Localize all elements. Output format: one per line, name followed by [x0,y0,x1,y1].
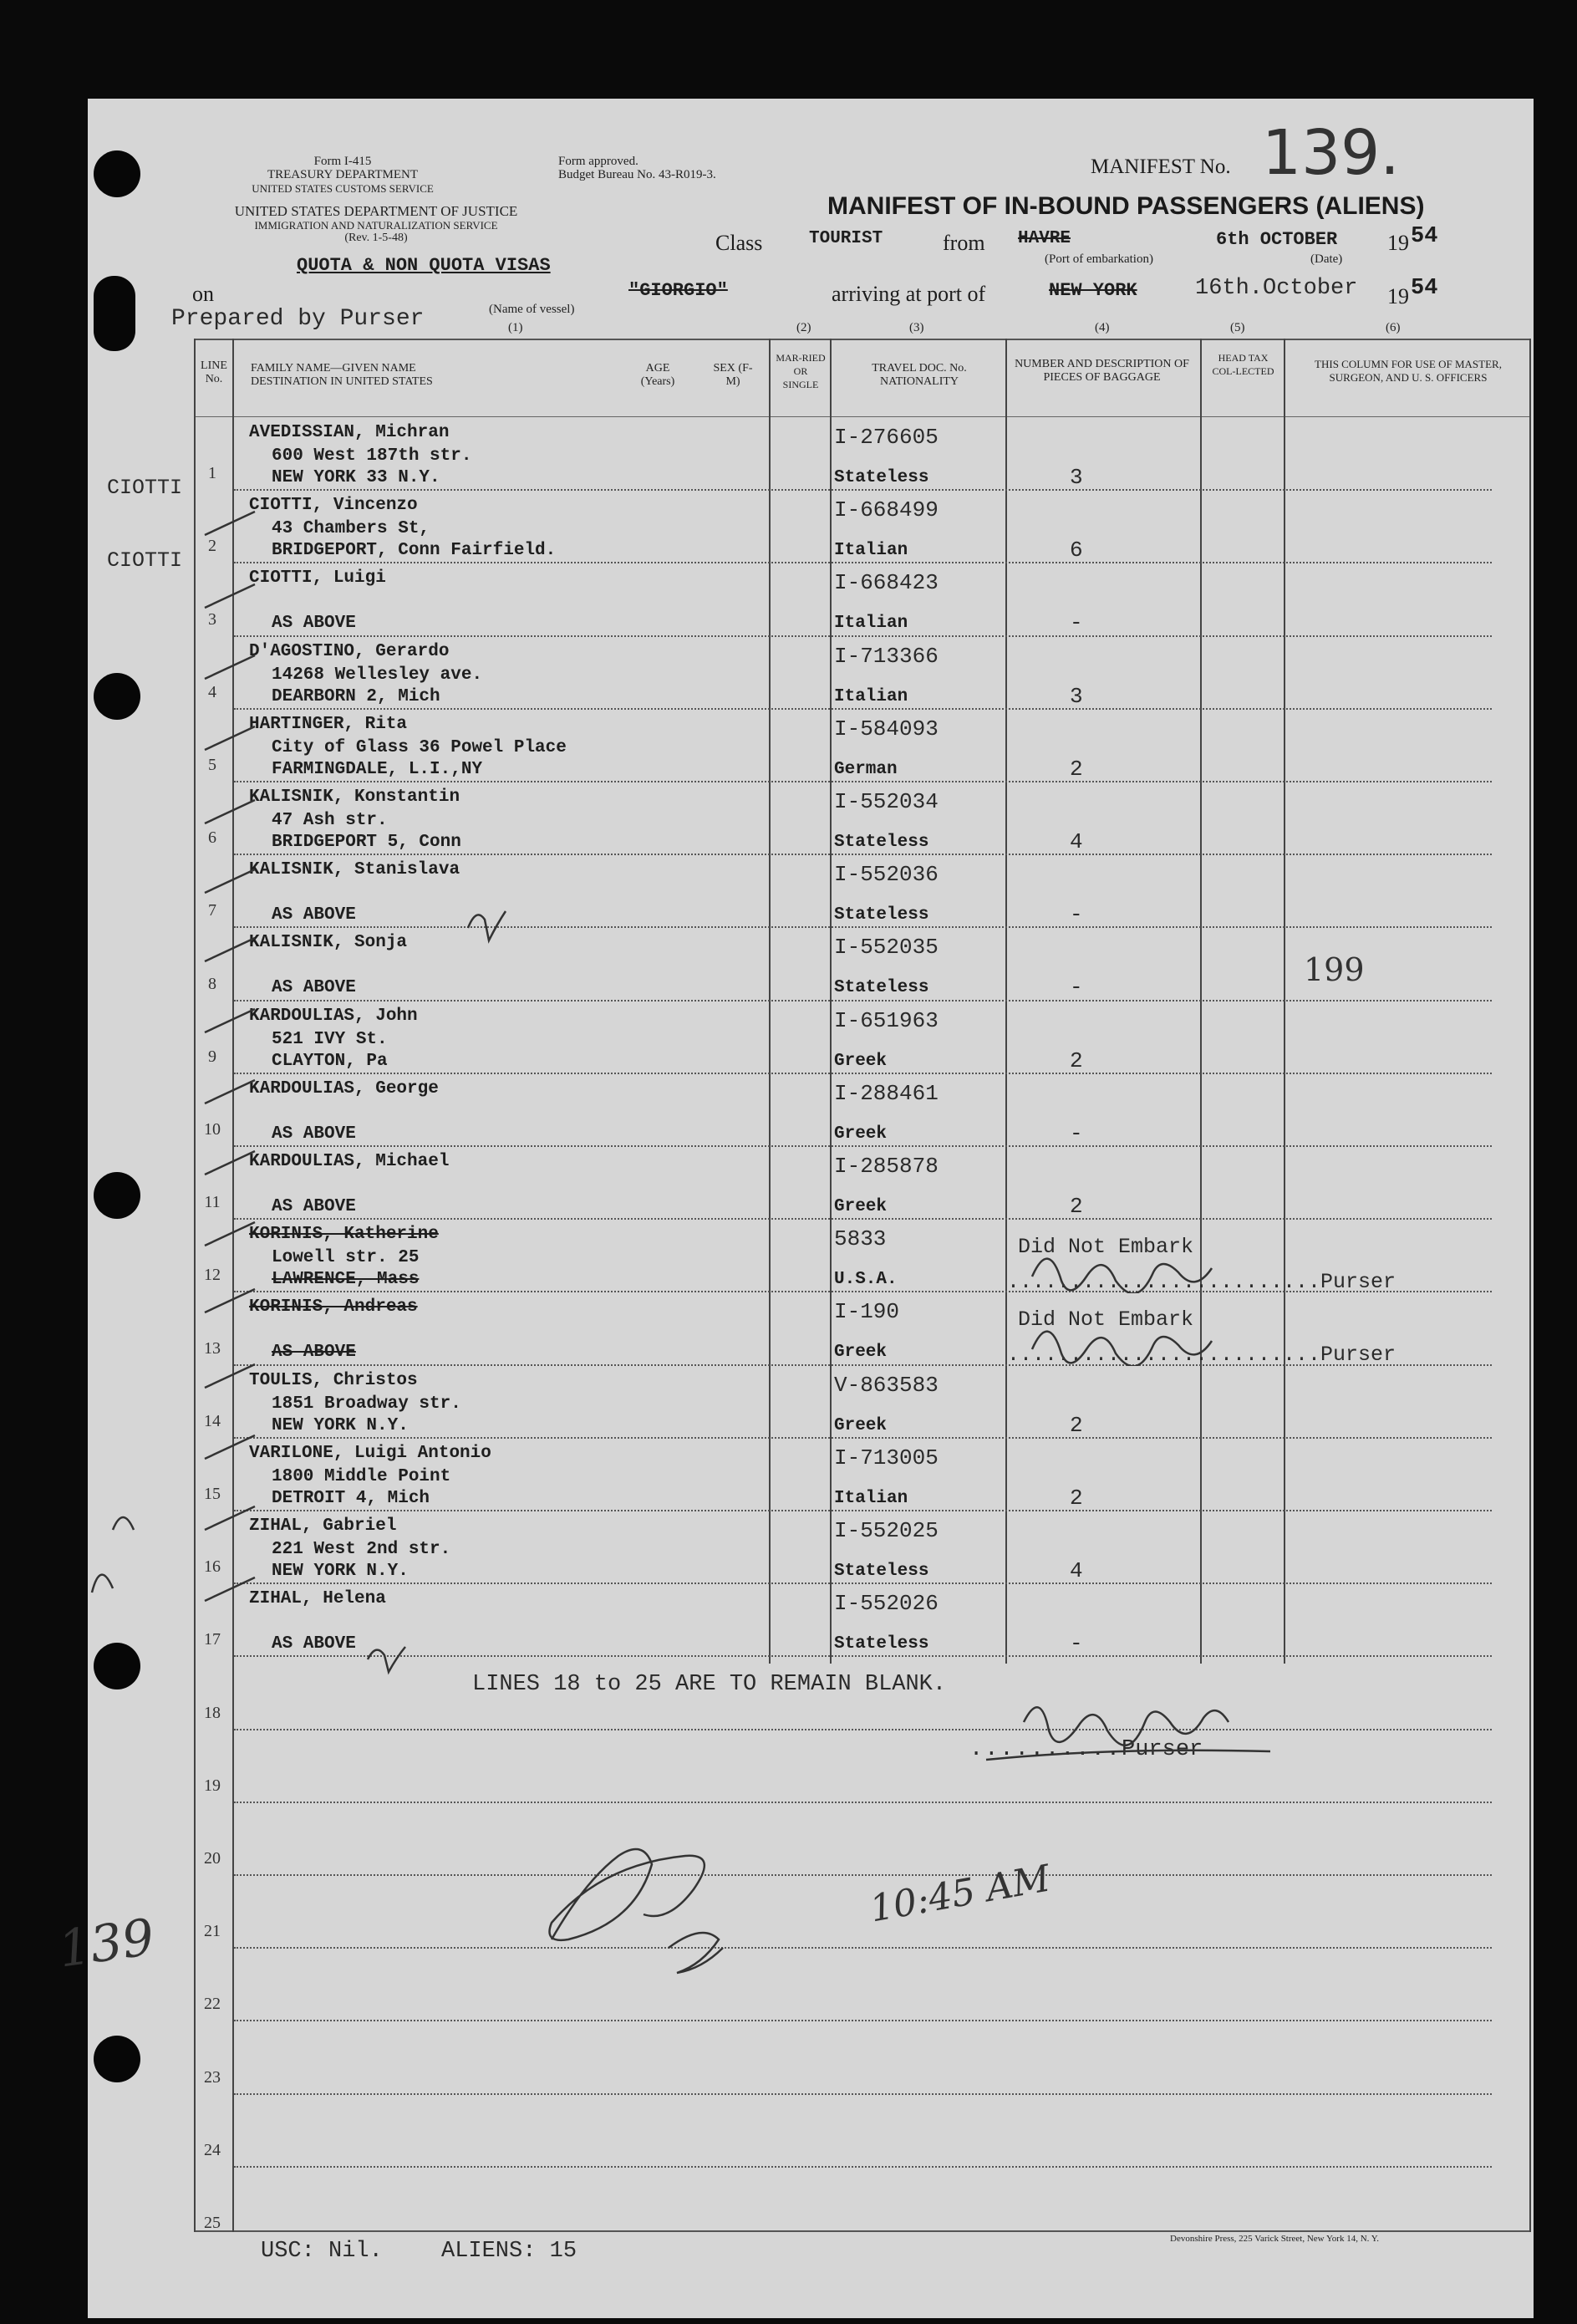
purser-label: Purser [1320,1343,1396,1367]
line-number: 19 [204,1776,221,1795]
travel-doc-number: I-713005 [834,1445,939,1470]
passenger-destination: AS ABOVE [272,1343,356,1362]
passenger-address: 43 Chambers St, [272,519,430,538]
col-num-1: (1) [508,321,523,334]
line-number: 9 [208,1047,216,1066]
from-label: from [943,231,985,255]
travel-doc-number: I-285878 [834,1154,939,1179]
baggage-count: 3 [1070,465,1083,490]
line-number: 24 [204,2141,221,2159]
passenger-name: ZIHAL, Gabriel [249,1516,397,1536]
passenger-address: City of Glass 36 Powel Place [272,738,567,757]
baggage-count: 2 [1070,1194,1083,1219]
col-header-name: FAMILY NAME—GIVEN NAME DESTINATION IN UNITED STATES [251,362,433,388]
port-arrival: NEW YORK [1049,280,1137,301]
passenger-address: 1800 Middle Point [272,1467,451,1486]
vessel-caption: (Name of vessel) [489,303,575,316]
embark-date: 6th OCTOBER [1216,229,1338,250]
nationality: Stateless [834,978,929,997]
nationality: Stateless [834,833,929,852]
passenger-name: KALISNIK, Konstantin [249,787,460,807]
passenger-name: TOULIS, Christos [249,1371,418,1390]
baggage-count: 4 [1070,829,1083,854]
nationality: Stateless [834,468,929,487]
col-num-3: (3) [909,321,924,334]
usc-total: USC: Nil. [261,2239,383,2264]
travel-doc-number: I-552026 [834,1591,939,1616]
passenger-name: CIOTTI, Vincenzo [249,496,418,515]
customs-label: UNITED STATES CUSTOMS SERVICE [252,182,434,195]
visa-title: QUOTA & NON QUOTA VISAS [297,255,551,276]
passenger-destination: AS ABOVE [272,1124,356,1144]
date-caption: (Date) [1310,252,1343,266]
col-header-married: MAR-RIED OR SINGLE [776,352,826,390]
baggage-count: - [1070,610,1083,635]
line-number: 21 [204,1922,221,1940]
travel-doc-number: I-276605 [834,425,939,450]
passenger-address: 521 IVY St. [272,1030,388,1049]
baggage-count: - [1070,1631,1083,1656]
nationality: Stateless [834,1562,929,1581]
passenger-destination: NEW YORK N.Y. [272,1416,409,1435]
line-number: 22 [204,1995,221,2013]
travel-doc-number: I-668499 [834,497,939,522]
col-header-doc: TRAVEL DOC. No. NATIONALITY [872,362,967,388]
line-number: 25 [204,2214,221,2232]
baggage-count: 2 [1070,1048,1083,1073]
baggage-note: Did Not Embark [1018,1235,1194,1259]
class-value: TOURIST [809,229,883,248]
line-number: 1 [208,464,216,482]
margin-correction: CIOTTI [107,476,183,500]
line-number: 8 [208,975,216,993]
nationality: Italian [834,687,908,706]
passenger-destination: BRIDGEPORT 5, Conn [272,833,461,852]
signature-dotted-line: ......................... [1007,1343,1321,1367]
aliens-total: ALIENS: 15 [441,2239,577,2264]
final-purser-label: Purser [1122,1737,1203,1762]
passenger-destination: AS ABOVE [272,1634,356,1654]
line-number: 23 [204,2068,221,2087]
travel-doc-number: I-552035 [834,935,939,960]
arrival-year: 54 [1411,276,1438,301]
baggage-count: - [1070,975,1083,1000]
final-purser-line: ..........Purser [969,1737,1203,1762]
nationality: Stateless [834,1634,929,1654]
baggage-count: 2 [1070,1486,1083,1511]
nationality: Greek [834,1197,888,1216]
budget-bureau: Budget Bureau No. 43-R019-3. [558,168,716,181]
line-number: 20 [204,1849,221,1868]
baggage-count: 6 [1070,538,1083,563]
nationality: Stateless [834,905,929,925]
passenger-address: Lowell str. 25 [272,1248,420,1267]
passenger-destination: DEARBORN 2, Mich [272,687,440,706]
baggage-count: 3 [1070,684,1083,709]
year-prefix-2: 19 [1387,284,1409,308]
ins-label: IMMIGRATION AND NATURALIZATION SERVICE [254,219,498,232]
line-number: 16 [204,1557,221,1576]
line-number: 5 [208,756,216,774]
officer-note: 199 [1304,951,1365,988]
nationality: Greek [834,1343,888,1362]
passenger-name: HARTINGER, Rita [249,715,408,734]
passenger-destination: AS ABOVE [272,614,356,633]
manifest-title: MANIFEST OF IN-BOUND PASSENGERS (ALIENS) [827,192,1425,220]
purser-signature-final [1024,1707,1229,1746]
nationality: Italian [834,541,908,560]
nationality: Greek [834,1124,888,1144]
travel-doc-number: I-713366 [834,644,939,669]
baggage-count: - [1070,1121,1083,1146]
inspector-signature [550,1849,705,1940]
line-number: 15 [204,1485,221,1503]
col-num-2: (2) [796,321,811,334]
vessel-name: "GIORGIO" [628,280,728,301]
passenger-name: VARILONE, Luigi Antonio [249,1444,491,1463]
travel-doc-number: I-584093 [834,716,939,742]
col-header-tax: HEAD TAX COL-LECTED [1212,352,1274,377]
passenger-name: ZIHAL, Helena [249,1589,386,1608]
travel-doc-number: I-668423 [834,570,939,595]
stamp-time: 10:45 AM [867,1857,1054,1931]
passenger-name: AVEDISSIAN, Michran [249,423,450,442]
margin-correction: CIOTTI [107,548,183,573]
passenger-address: 1851 Broadway str. [272,1394,461,1414]
form-approved: Form approved. [558,155,638,168]
col-header-age: AGE (Years) [640,362,675,388]
blank-lines-note: LINES 18 to 25 ARE TO REMAIN BLANK. [472,1672,947,1697]
passenger-name: KARDOULIAS, George [249,1079,439,1098]
baggage-note: Did Not Embark [1018,1307,1194,1332]
line-number: 2 [208,537,216,555]
prepared-by: Prepared by Purser [171,306,425,332]
year-prefix-1: 19 [1387,231,1409,255]
col-header-line: LINE No. [201,359,227,385]
line-number: 4 [208,683,216,701]
travel-doc-number: I-190 [834,1299,900,1324]
passenger-destination: NEW YORK 33 N.Y. [272,468,440,487]
baggage-count: - [1070,902,1083,927]
line-number: 10 [204,1120,221,1139]
class-label: Class [715,231,763,255]
travel-doc-number: I-552036 [834,862,939,887]
passenger-address: 14268 Wellesley ave. [272,665,483,685]
passenger-destination: NEW YORK N.Y. [272,1562,409,1581]
form-id: Form I-415 [313,155,372,168]
col-num-6: (6) [1386,321,1401,334]
arriving-label: arriving at port of [832,282,986,306]
passenger-destination: BRIDGEPORT, Conn Fairfield. [272,541,557,560]
embark-year: 54 [1411,224,1438,249]
passenger-destination: FARMINGDALE, L.I.,NY [272,760,483,779]
passenger-destination: AS ABOVE [272,978,356,997]
rev-label: (Rev. 1-5-48) [344,232,408,244]
travel-doc-number: V-863583 [834,1373,939,1398]
purser-label: Purser [1320,1270,1396,1294]
line-number: 13 [204,1339,221,1358]
justice-label: UNITED STATES DEPARTMENT OF JUSTICE [234,203,518,219]
col-num-4: (4) [1095,321,1110,334]
line-number: 12 [204,1266,221,1284]
passenger-name: KARDOULIAS, Michael [249,1152,450,1171]
treasury-label: TREASURY DEPARTMENT [267,168,419,181]
on-label: on [192,282,214,306]
passenger-destination: LAWRENCE, Mass [272,1270,420,1289]
from-value: HAVRE [1018,229,1071,248]
passenger-name: KALISNIK, Stanislava [249,860,460,879]
col-num-5: (5) [1230,321,1245,334]
travel-doc-number: 5833 [834,1226,887,1251]
nationality: Italian [834,614,908,633]
passenger-address: 600 West 187th str. [272,446,472,466]
line-number: 7 [208,901,216,920]
nationality: U.S.A. [834,1270,898,1289]
margin-number: 139 [54,1908,158,1980]
baggage-count: 4 [1070,1558,1083,1583]
passenger-destination: AS ABOVE [272,1197,356,1216]
passenger-destination: AS ABOVE [272,905,356,925]
travel-doc-number: I-552025 [834,1518,939,1543]
passenger-name: KORINIS, Andreas [249,1297,418,1317]
nationality: Greek [834,1416,888,1435]
passenger-name: KALISNIK, Sonja [249,933,408,952]
baggage-count: 2 [1070,1413,1083,1438]
nationality: Italian [834,1489,908,1508]
baggage-count: 2 [1070,757,1083,782]
passenger-destination: CLAYTON, Pa [272,1052,388,1071]
passenger-destination: DETROIT 4, Mich [272,1489,430,1508]
passenger-address: 221 West 2nd str. [272,1540,451,1559]
col-header-sex: SEX (F-M) [713,362,753,388]
line-number: 6 [208,828,216,847]
manifest-number: 139. [1262,117,1400,189]
signature-dotted-line: ......................... [1007,1270,1321,1294]
travel-doc-number: I-552034 [834,789,939,814]
nationality: German [834,760,898,779]
passenger-name: CIOTTI, Luigi [249,568,386,588]
passenger-name: D'AGOSTINO, Gerardo [249,642,450,661]
arrival-date: 16th.October [1195,276,1358,301]
line-number: 3 [208,610,216,629]
passenger-address: 47 Ash str. [272,811,388,830]
line-number: 14 [204,1412,221,1430]
passenger-name: KARDOULIAS, John [249,1007,418,1026]
col-header-officers: THIS COLUMN FOR USE OF MASTER, SURGEON, AND U. S. OFFICERS [1315,358,1502,384]
travel-doc-number: I-288461 [834,1081,939,1106]
printer-imprint: Devonshire Press, 225 Varick Street, New York 14, N. Y. [1170,2234,1380,2244]
line-number: 11 [204,1193,221,1211]
col-header-baggage: NUMBER AND DESCRIPTION OF PIECES OF BAGGAGE [1015,358,1189,384]
nationality: Greek [834,1052,888,1071]
port-embark-caption: (Port of embarkation) [1045,252,1153,266]
line-number: 17 [204,1630,221,1649]
manifest-no-label: MANIFEST No. [1091,155,1231,178]
line-number: 18 [204,1704,221,1722]
passenger-name: KORINIS, Katherine [249,1225,439,1244]
travel-doc-number: I-651963 [834,1008,939,1033]
